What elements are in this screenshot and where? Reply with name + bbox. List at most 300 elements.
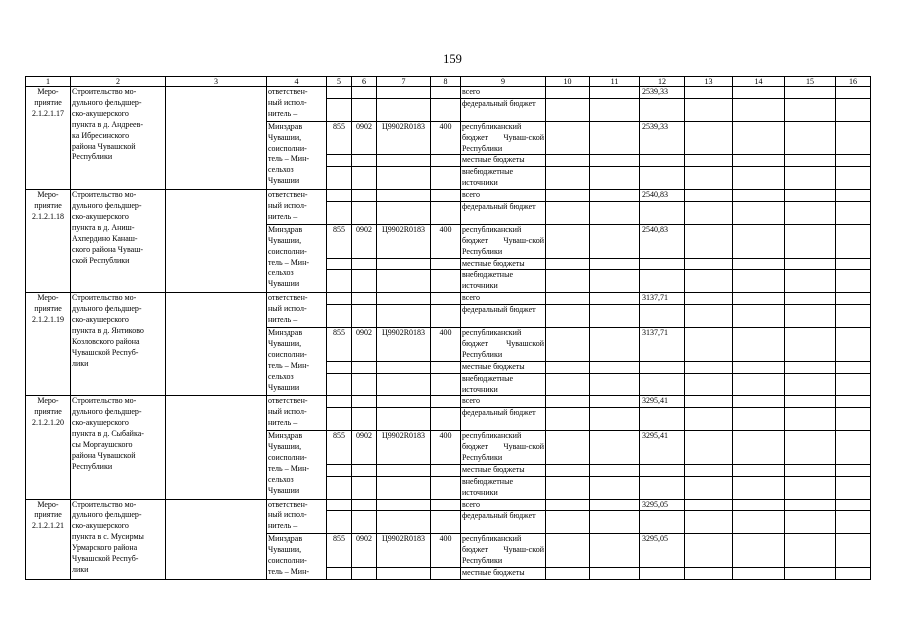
code-cell-7 bbox=[377, 511, 431, 534]
code-cell-5 bbox=[327, 567, 352, 579]
value-cell-15 bbox=[785, 270, 836, 293]
code-cell-6 bbox=[352, 408, 377, 431]
code-cell-7 bbox=[377, 155, 431, 167]
value-cell-12 bbox=[640, 270, 685, 293]
value-cell-14 bbox=[733, 202, 785, 225]
code-cell-8: 400 bbox=[431, 534, 461, 568]
value-cell-13 bbox=[685, 121, 733, 155]
value-cell-12 bbox=[640, 98, 685, 121]
value-cell-11 bbox=[590, 431, 640, 465]
value-cell-15 bbox=[785, 202, 836, 225]
header-cell: 5 bbox=[327, 77, 352, 87]
value-cell-13 bbox=[685, 224, 733, 258]
value-cell-16 bbox=[836, 327, 871, 361]
value-cell-11 bbox=[590, 511, 640, 534]
value-cell-12: 3295,05 bbox=[640, 499, 685, 511]
activity-name-cell: Строительство мо- дульного фельдшер- ско-акушерского пункта в д. Сыбайка- сы Моргаушского района Чувашской Республики bbox=[71, 396, 166, 499]
code-cell-8 bbox=[431, 361, 461, 373]
code-cell-8: 400 bbox=[431, 224, 461, 258]
value-cell-13 bbox=[685, 476, 733, 499]
value-cell-12 bbox=[640, 464, 685, 476]
code-cell-6: 0902 bbox=[352, 431, 377, 465]
value-cell-13 bbox=[685, 167, 733, 190]
value-cell-12 bbox=[640, 476, 685, 499]
value-cell-12: 2539,33 bbox=[640, 121, 685, 155]
code-cell-6 bbox=[352, 305, 377, 328]
value-cell-10 bbox=[546, 202, 590, 225]
header-cell: 13 bbox=[685, 77, 733, 87]
value-cell-16 bbox=[836, 155, 871, 167]
code-cell-7: Ц9902R0183 bbox=[377, 327, 431, 361]
code-cell-8 bbox=[431, 87, 461, 99]
value-cell-14 bbox=[733, 87, 785, 99]
header-cell: 15 bbox=[785, 77, 836, 87]
value-cell-11 bbox=[590, 305, 640, 328]
code-cell-8: 400 bbox=[431, 121, 461, 155]
funding-source-cell: внебюджетные источники bbox=[461, 476, 546, 499]
value-cell-11 bbox=[590, 293, 640, 305]
value-cell-10 bbox=[546, 408, 590, 431]
value-cell-16 bbox=[836, 534, 871, 568]
value-cell-13 bbox=[685, 499, 733, 511]
value-cell-14 bbox=[733, 534, 785, 568]
value-cell-12 bbox=[640, 361, 685, 373]
value-cell-11 bbox=[590, 408, 640, 431]
code-cell-8 bbox=[431, 190, 461, 202]
value-cell-12 bbox=[640, 202, 685, 225]
funding-source-cell: республиканский бюджет Чуваш-ской Республики bbox=[461, 121, 546, 155]
code-cell-7: Ц9902R0183 bbox=[377, 224, 431, 258]
funding-source-cell: всего bbox=[461, 499, 546, 511]
value-cell-13 bbox=[685, 567, 733, 579]
value-cell-14 bbox=[733, 431, 785, 465]
table-body bbox=[26, 77, 871, 580]
value-cell-16 bbox=[836, 361, 871, 373]
value-cell-12: 3137,71 bbox=[640, 293, 685, 305]
value-cell-13 bbox=[685, 155, 733, 167]
value-cell-15 bbox=[785, 121, 836, 155]
funding-source-cell: всего bbox=[461, 190, 546, 202]
value-cell-12: 3295,41 bbox=[640, 431, 685, 465]
activity-name-cell: Строительство мо- дульного фельдшер- ско-акушерского пункта в д. Аниш- Ахпердино Канаш- ского района Чуваш- ской Республики bbox=[71, 190, 166, 293]
value-cell-11 bbox=[590, 224, 640, 258]
code-cell-8 bbox=[431, 464, 461, 476]
value-cell-12 bbox=[640, 373, 685, 396]
value-cell-10 bbox=[546, 305, 590, 328]
value-cell-12: 2539,33 bbox=[640, 87, 685, 99]
value-cell-11 bbox=[590, 190, 640, 202]
value-cell-11 bbox=[590, 270, 640, 293]
code-cell-5 bbox=[327, 270, 352, 293]
funding-source-cell: всего bbox=[461, 396, 546, 408]
value-cell-11 bbox=[590, 534, 640, 568]
value-cell-15 bbox=[785, 293, 836, 305]
code-cell-6 bbox=[352, 476, 377, 499]
value-cell-11 bbox=[590, 476, 640, 499]
funding-source-cell: федеральный бюджет bbox=[461, 202, 546, 225]
funding-source-cell: местные бюджеты bbox=[461, 361, 546, 373]
header-cell: 12 bbox=[640, 77, 685, 87]
code-cell-6: 0902 bbox=[352, 327, 377, 361]
value-cell-16 bbox=[836, 167, 871, 190]
code-cell-8 bbox=[431, 98, 461, 121]
value-cell-16 bbox=[836, 373, 871, 396]
executor-cell: ответствен- ный испол- нитель – bbox=[267, 396, 327, 431]
header-cell: 2 bbox=[71, 77, 166, 87]
value-cell-14 bbox=[733, 224, 785, 258]
header-cell: 14 bbox=[733, 77, 785, 87]
value-cell-10 bbox=[546, 190, 590, 202]
value-cell-14 bbox=[733, 190, 785, 202]
activity-id-cell: Меро- приятие 2.1.2.1.21 bbox=[26, 499, 71, 579]
value-cell-14 bbox=[733, 499, 785, 511]
code-cell-6 bbox=[352, 87, 377, 99]
value-cell-16 bbox=[836, 258, 871, 270]
funding-source-cell: федеральный бюджет bbox=[461, 511, 546, 534]
header-cell: 10 bbox=[546, 77, 590, 87]
value-cell-11 bbox=[590, 464, 640, 476]
value-cell-11 bbox=[590, 87, 640, 99]
funding-source-cell: федеральный бюджет bbox=[461, 305, 546, 328]
header-cell: 6 bbox=[352, 77, 377, 87]
table-row bbox=[26, 87, 871, 99]
activity-id-cell: Меро- приятие 2.1.2.1.18 bbox=[26, 190, 71, 293]
value-cell-11 bbox=[590, 258, 640, 270]
code-cell-7 bbox=[377, 361, 431, 373]
code-cell-5 bbox=[327, 293, 352, 305]
value-cell-12 bbox=[640, 155, 685, 167]
code-cell-6 bbox=[352, 190, 377, 202]
value-cell-13 bbox=[685, 327, 733, 361]
empty-cell bbox=[166, 396, 267, 499]
code-cell-5 bbox=[327, 499, 352, 511]
executor-cell: ответствен- ный испол- нитель – bbox=[267, 499, 327, 534]
code-cell-7 bbox=[377, 87, 431, 99]
code-cell-8 bbox=[431, 202, 461, 225]
code-cell-7: Ц9902R0183 bbox=[377, 121, 431, 155]
funding-source-cell: республиканский бюджет Чуваш-ской Республики bbox=[461, 431, 546, 465]
value-cell-16 bbox=[836, 98, 871, 121]
value-cell-14 bbox=[733, 293, 785, 305]
value-cell-13 bbox=[685, 464, 733, 476]
value-cell-14 bbox=[733, 567, 785, 579]
code-cell-5 bbox=[327, 190, 352, 202]
value-cell-16 bbox=[836, 408, 871, 431]
value-cell-14 bbox=[733, 121, 785, 155]
value-cell-13 bbox=[685, 202, 733, 225]
table-row bbox=[26, 396, 871, 408]
code-cell-8 bbox=[431, 476, 461, 499]
code-cell-7 bbox=[377, 396, 431, 408]
value-cell-10 bbox=[546, 534, 590, 568]
value-cell-11 bbox=[590, 361, 640, 373]
activity-name-cell: Строительство мо- дульного фельдшер- ско-акушерского пункта в д. Янтиково Козловского района Чувашской Респуб- лики bbox=[71, 293, 166, 396]
code-cell-5 bbox=[327, 258, 352, 270]
value-cell-16 bbox=[836, 305, 871, 328]
value-cell-15 bbox=[785, 327, 836, 361]
code-cell-7 bbox=[377, 167, 431, 190]
value-cell-15 bbox=[785, 361, 836, 373]
value-cell-10 bbox=[546, 396, 590, 408]
code-cell-6 bbox=[352, 464, 377, 476]
code-cell-6 bbox=[352, 567, 377, 579]
code-cell-6 bbox=[352, 155, 377, 167]
table-row bbox=[26, 293, 871, 305]
funding-source-cell: республиканский бюджет Чуваш-ской Республики bbox=[461, 534, 546, 568]
code-cell-7 bbox=[377, 190, 431, 202]
code-cell-7 bbox=[377, 293, 431, 305]
code-cell-8 bbox=[431, 499, 461, 511]
value-cell-12: 2540,83 bbox=[640, 190, 685, 202]
value-cell-15 bbox=[785, 396, 836, 408]
activity-name-cell: Строительство мо- дульного фельдшер- ско-акушерского пункта в д. Андреев- ка Ибресинского района Чувашской Республики bbox=[71, 87, 166, 190]
table-row bbox=[26, 499, 871, 511]
code-cell-5 bbox=[327, 464, 352, 476]
code-cell-6 bbox=[352, 511, 377, 534]
code-cell-8 bbox=[431, 567, 461, 579]
value-cell-15 bbox=[785, 499, 836, 511]
value-cell-10 bbox=[546, 258, 590, 270]
code-cell-6 bbox=[352, 258, 377, 270]
value-cell-16 bbox=[836, 476, 871, 499]
code-cell-8 bbox=[431, 167, 461, 190]
value-cell-16 bbox=[836, 396, 871, 408]
value-cell-10 bbox=[546, 327, 590, 361]
code-cell-5 bbox=[327, 155, 352, 167]
code-cell-7 bbox=[377, 258, 431, 270]
value-cell-10 bbox=[546, 373, 590, 396]
header-row bbox=[26, 77, 871, 87]
value-cell-10 bbox=[546, 431, 590, 465]
value-cell-13 bbox=[685, 534, 733, 568]
empty-cell bbox=[166, 190, 267, 293]
value-cell-15 bbox=[785, 431, 836, 465]
funding-source-cell: внебюджетные источники bbox=[461, 270, 546, 293]
executor-cell: Минздрав Чувашии, соисполни- тель – Мин- сельхоз Чувашии bbox=[267, 327, 327, 395]
program-table bbox=[25, 76, 871, 580]
code-cell-7 bbox=[377, 476, 431, 499]
header-cell: 8 bbox=[431, 77, 461, 87]
code-cell-7: Ц9902R0183 bbox=[377, 534, 431, 568]
value-cell-13 bbox=[685, 87, 733, 99]
value-cell-16 bbox=[836, 224, 871, 258]
code-cell-6 bbox=[352, 167, 377, 190]
value-cell-11 bbox=[590, 499, 640, 511]
value-cell-10 bbox=[546, 476, 590, 499]
value-cell-10 bbox=[546, 361, 590, 373]
value-cell-12: 3137,71 bbox=[640, 327, 685, 361]
value-cell-15 bbox=[785, 373, 836, 396]
value-cell-12 bbox=[640, 408, 685, 431]
funding-source-cell: внебюджетные источники bbox=[461, 167, 546, 190]
executor-cell: ответствен- ный испол- нитель – bbox=[267, 190, 327, 225]
value-cell-11 bbox=[590, 373, 640, 396]
value-cell-10 bbox=[546, 87, 590, 99]
funding-source-cell: всего bbox=[461, 87, 546, 99]
executor-cell: ответствен- ный испол- нитель – bbox=[267, 293, 327, 328]
value-cell-15 bbox=[785, 464, 836, 476]
code-cell-7 bbox=[377, 373, 431, 396]
value-cell-13 bbox=[685, 98, 733, 121]
value-cell-13 bbox=[685, 258, 733, 270]
value-cell-11 bbox=[590, 98, 640, 121]
value-cell-11 bbox=[590, 121, 640, 155]
value-cell-10 bbox=[546, 98, 590, 121]
value-cell-16 bbox=[836, 464, 871, 476]
value-cell-14 bbox=[733, 258, 785, 270]
code-cell-5 bbox=[327, 202, 352, 225]
empty-cell bbox=[166, 87, 267, 190]
header-cell: 11 bbox=[590, 77, 640, 87]
value-cell-15 bbox=[785, 476, 836, 499]
code-cell-6 bbox=[352, 98, 377, 121]
value-cell-16 bbox=[836, 87, 871, 99]
value-cell-15 bbox=[785, 567, 836, 579]
value-cell-13 bbox=[685, 396, 733, 408]
value-cell-14 bbox=[733, 396, 785, 408]
value-cell-16 bbox=[836, 190, 871, 202]
activity-id-cell: Меро- приятие 2.1.2.1.17 bbox=[26, 87, 71, 190]
value-cell-12 bbox=[640, 511, 685, 534]
header-cell: 4 bbox=[267, 77, 327, 87]
value-cell-15 bbox=[785, 511, 836, 534]
code-cell-5 bbox=[327, 167, 352, 190]
value-cell-10 bbox=[546, 224, 590, 258]
funding-source-cell: местные бюджеты bbox=[461, 464, 546, 476]
code-cell-5: 855 bbox=[327, 327, 352, 361]
code-cell-7 bbox=[377, 98, 431, 121]
code-cell-8: 400 bbox=[431, 327, 461, 361]
code-cell-5 bbox=[327, 373, 352, 396]
value-cell-14 bbox=[733, 167, 785, 190]
table-row bbox=[26, 190, 871, 202]
value-cell-11 bbox=[590, 167, 640, 190]
header-cell: 1 bbox=[26, 77, 71, 87]
value-cell-12 bbox=[640, 305, 685, 328]
value-cell-10 bbox=[546, 499, 590, 511]
funding-source-cell: республиканский бюджет Чувашской Республики bbox=[461, 327, 546, 361]
empty-cell bbox=[166, 499, 267, 579]
value-cell-16 bbox=[836, 293, 871, 305]
value-cell-11 bbox=[590, 155, 640, 167]
value-cell-14 bbox=[733, 305, 785, 328]
value-cell-14 bbox=[733, 408, 785, 431]
value-cell-15 bbox=[785, 534, 836, 568]
value-cell-12 bbox=[640, 167, 685, 190]
code-cell-6 bbox=[352, 373, 377, 396]
value-cell-10 bbox=[546, 167, 590, 190]
value-cell-13 bbox=[685, 270, 733, 293]
header-cell: 16 bbox=[836, 77, 871, 87]
value-cell-13 bbox=[685, 361, 733, 373]
code-cell-8 bbox=[431, 305, 461, 328]
funding-source-cell: федеральный бюджет bbox=[461, 408, 546, 431]
value-cell-13 bbox=[685, 373, 733, 396]
code-cell-8 bbox=[431, 293, 461, 305]
value-cell-10 bbox=[546, 270, 590, 293]
code-cell-5: 855 bbox=[327, 431, 352, 465]
funding-source-cell: местные бюджеты bbox=[461, 258, 546, 270]
code-cell-5 bbox=[327, 396, 352, 408]
code-cell-7 bbox=[377, 408, 431, 431]
value-cell-16 bbox=[836, 511, 871, 534]
value-cell-15 bbox=[785, 155, 836, 167]
code-cell-6 bbox=[352, 270, 377, 293]
code-cell-5 bbox=[327, 98, 352, 121]
executor-cell: Минздрав Чувашии, соисполни- тель – Мин- сельхоз Чувашии bbox=[267, 224, 327, 292]
code-cell-5: 855 bbox=[327, 224, 352, 258]
code-cell-5: 855 bbox=[327, 121, 352, 155]
value-cell-11 bbox=[590, 567, 640, 579]
code-cell-7 bbox=[377, 202, 431, 225]
value-cell-12 bbox=[640, 258, 685, 270]
code-cell-6: 0902 bbox=[352, 534, 377, 568]
value-cell-15 bbox=[785, 98, 836, 121]
code-cell-6 bbox=[352, 361, 377, 373]
code-cell-8 bbox=[431, 270, 461, 293]
value-cell-15 bbox=[785, 305, 836, 328]
code-cell-7 bbox=[377, 567, 431, 579]
funding-source-cell: всего bbox=[461, 293, 546, 305]
value-cell-11 bbox=[590, 327, 640, 361]
executor-cell: Минздрав Чувашии, соисполни- тель – Мин- сельхоз Чувашии bbox=[267, 121, 327, 189]
funding-source-cell: республиканский бюджет Чуваш-ской Республики bbox=[461, 224, 546, 258]
header-cell: 3 bbox=[166, 77, 267, 87]
code-cell-6 bbox=[352, 499, 377, 511]
value-cell-15 bbox=[785, 167, 836, 190]
value-cell-15 bbox=[785, 408, 836, 431]
value-cell-13 bbox=[685, 305, 733, 328]
value-cell-15 bbox=[785, 258, 836, 270]
code-cell-5: 855 bbox=[327, 534, 352, 568]
code-cell-8 bbox=[431, 373, 461, 396]
code-cell-5 bbox=[327, 361, 352, 373]
code-cell-5 bbox=[327, 87, 352, 99]
code-cell-7 bbox=[377, 499, 431, 511]
header-cell: 9 bbox=[461, 77, 546, 87]
value-cell-14 bbox=[733, 98, 785, 121]
value-cell-14 bbox=[733, 476, 785, 499]
value-cell-13 bbox=[685, 511, 733, 534]
value-cell-13 bbox=[685, 431, 733, 465]
value-cell-11 bbox=[590, 396, 640, 408]
value-cell-10 bbox=[546, 464, 590, 476]
code-cell-8 bbox=[431, 511, 461, 534]
code-cell-6 bbox=[352, 396, 377, 408]
value-cell-14 bbox=[733, 373, 785, 396]
executor-cell: Минздрав Чувашии, соисполни- тель – Мин- сельхоз Чувашии bbox=[267, 431, 327, 499]
executor-cell: Минздрав Чувашии, соисполни- тель – Мин- bbox=[267, 534, 327, 580]
code-cell-6 bbox=[352, 202, 377, 225]
value-cell-16 bbox=[836, 121, 871, 155]
value-cell-16 bbox=[836, 202, 871, 225]
value-cell-15 bbox=[785, 224, 836, 258]
page-number: 159 bbox=[443, 52, 462, 66]
code-cell-8 bbox=[431, 408, 461, 431]
value-cell-13 bbox=[685, 408, 733, 431]
value-cell-14 bbox=[733, 155, 785, 167]
value-cell-11 bbox=[590, 202, 640, 225]
code-cell-8 bbox=[431, 155, 461, 167]
value-cell-10 bbox=[546, 155, 590, 167]
value-cell-15 bbox=[785, 190, 836, 202]
value-cell-13 bbox=[685, 190, 733, 202]
value-cell-16 bbox=[836, 431, 871, 465]
code-cell-8: 400 bbox=[431, 431, 461, 465]
value-cell-14 bbox=[733, 327, 785, 361]
header-cell: 7 bbox=[377, 77, 431, 87]
value-cell-10 bbox=[546, 567, 590, 579]
